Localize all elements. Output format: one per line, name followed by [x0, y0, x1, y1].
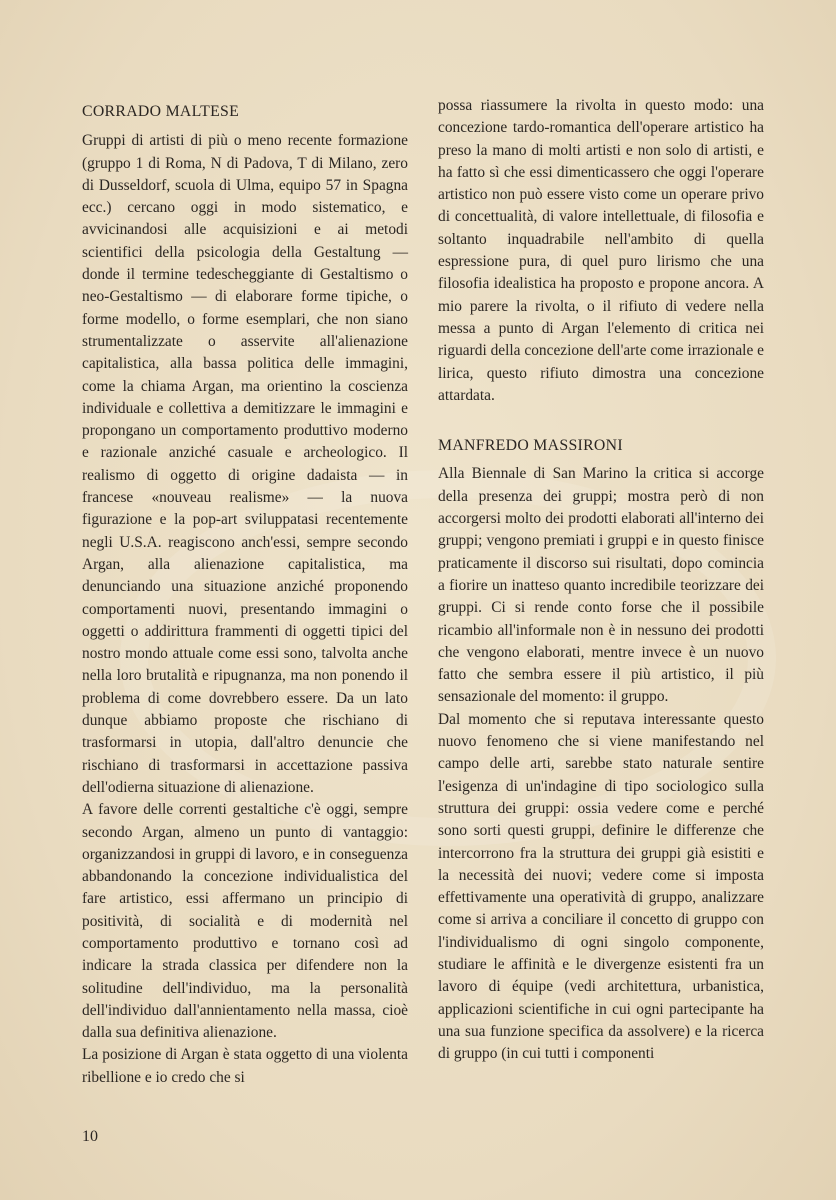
page-number: 10 — [82, 1128, 98, 1145]
section-heading-massironi: MANFREDO MASSIRONI — [438, 437, 623, 455]
body-paragraph: A favore delle correnti gestaltiche c'è oggi, sempre secondo Argan, almeno un punto di vantaggio: organizzandosi in gruppi di lavoro, e in conseguenza abbandonando la concezione individualistica del fare artistico, essi affermano un principio di positività, di socialità e di modernità nel comportamento produttivo e tornano così ad indicare la strada classica per difendere non la solitudine dell'individuo, ma la personalità dell'individuo dall'annientamento nella massa, cioè dalla sua definitiva alienazione. — [82, 801, 408, 1042]
body-paragraph: Gruppi di artisti di più o meno recente formazione (gruppo 1 di Roma, N di Padova, T di Milano, zero di Dusseldorf, scuola di Ulma, equipo 57 in Spagna ecc.) cercano oggi in modo sistematico, e avvicinandosi alle acquisizioni e ai metodi scientifici della psicologia della Gestaltung — donde il termine tedescheggiante di Gestaltismo o neo-Gestaltismo — di elaborare forme tipiche, o forme modello, o forme esemplari, che non siano strumentalizzate o asservite all'alienazione capitalistica, alla bassa politica delle immagini, come la chiama Argan, ma orientino la coscienza individuale e collettiva a demitizzare le immagini e propongano un comportamento produttivo moderno e razionale anziché casuale e archeologico. Il realismo di oggetto di origine dadaista — in francese «nouveau realisme» — la nuova figurazione e la pop-art sviluppatasi recentemente negli U.S.A. reagiscono anch'essi, sempre secondo Argan, alla alienazione capitalistica, ma denunciando una situazione anziché proponendo comportamenti nuovi, presentando immagini o oggetti o addirittura frammenti di oggetti tipici del nostro mondo attuale come essi sono, talvolta anche nella loro brutalità e ripugnanza, ma non ponendo il problema di come dovrebbero essere. Da un lato dunque abbiamo proposte che rischiano di trasformarsi in utopia, dall'altro denuncie che rischiano di trasformarsi in accettazione passiva dell'odierna situazione di alienazione. — [82, 132, 408, 796]
body-paragraph: Alla Biennale di San Marino la critica si accorge della presenza dei gruppi; mostra però di non accorgersi molto dei prodotti elaborati all'interno dei gruppi; vengono premiati i gruppi e in questo finisce praticamente il discorso sui risultati, dopo comincia a fiorire un inatteso quanto incredibile teorizzare dei gruppi. Ci si rende conto forse che il possibile ricambio all'informale non è in nessuno dei prodotti che vengono elaborati, mentre invece è un nuovo fatto che sembra essere il più artistico, il più sensazionale del momento: il gruppo. — [438, 465, 764, 706]
section-gap — [438, 407, 764, 435]
right-column — [438, 95, 764, 1065]
left-column — [82, 96, 408, 1089]
continued-paragraph: possa riassumere la rivolta in questo modo: una concezione tardo-romantica dell'operare artistico ha preso la mano di molti artisti e non solo di artisti, e ha fatto sì che essi dimenticassero che oggi l'operare artistico non può essere visto come un operare privo di concettualità, di valore intellettuale, di filosofia e soltanto inquadrabile nell'ambito di quella espressione pura, di quel puro lirismo che una filosofia idealistica ha proposto e propone ancora. A mio parere la rivolta, o il rifiuto di vedere nella messa a punto di Argan l'elemento di critica nei riguardi della concezione dell'arte come irrazionale e lirica, questo rifiuto dimostra una concezione attardata. — [438, 97, 764, 404]
body-paragraph: La posizione di Argan è stata oggetto di una violenta ribellione e io credo che si — [82, 1046, 408, 1086]
section-heading-maltese: CORRADO MALTESE — [82, 103, 240, 120]
body-paragraph: Dal momento che si reputava interessante questo nuovo fenomeno che si viene manifestando nel campo delle arti, sarebbe stato naturale sentire l'esigenza di un'indagine di tipo sociologico sulla struttura dei gruppi: ossia vedere come e perché sono sorti questi gruppi, definire le differenze che intercorrono fra la struttura dei gruppi già esistiti e la necessità dei nuovi; vedere come si imposta effettivamente una operatività di gruppo, analizzare come si arriva a conciliare il concetto di gruppo con l'individualismo di ogni singolo componente, studiare le affinità e le divergenze esistenti fra un lavoro di équipe (vedi architettura, urbanistica, applicazioni scientifiche in cui ogni partecipante ha una sua funzione specifica da assolvere) e la ricerca di gruppo (in cui tutti i componenti — [438, 710, 764, 1063]
